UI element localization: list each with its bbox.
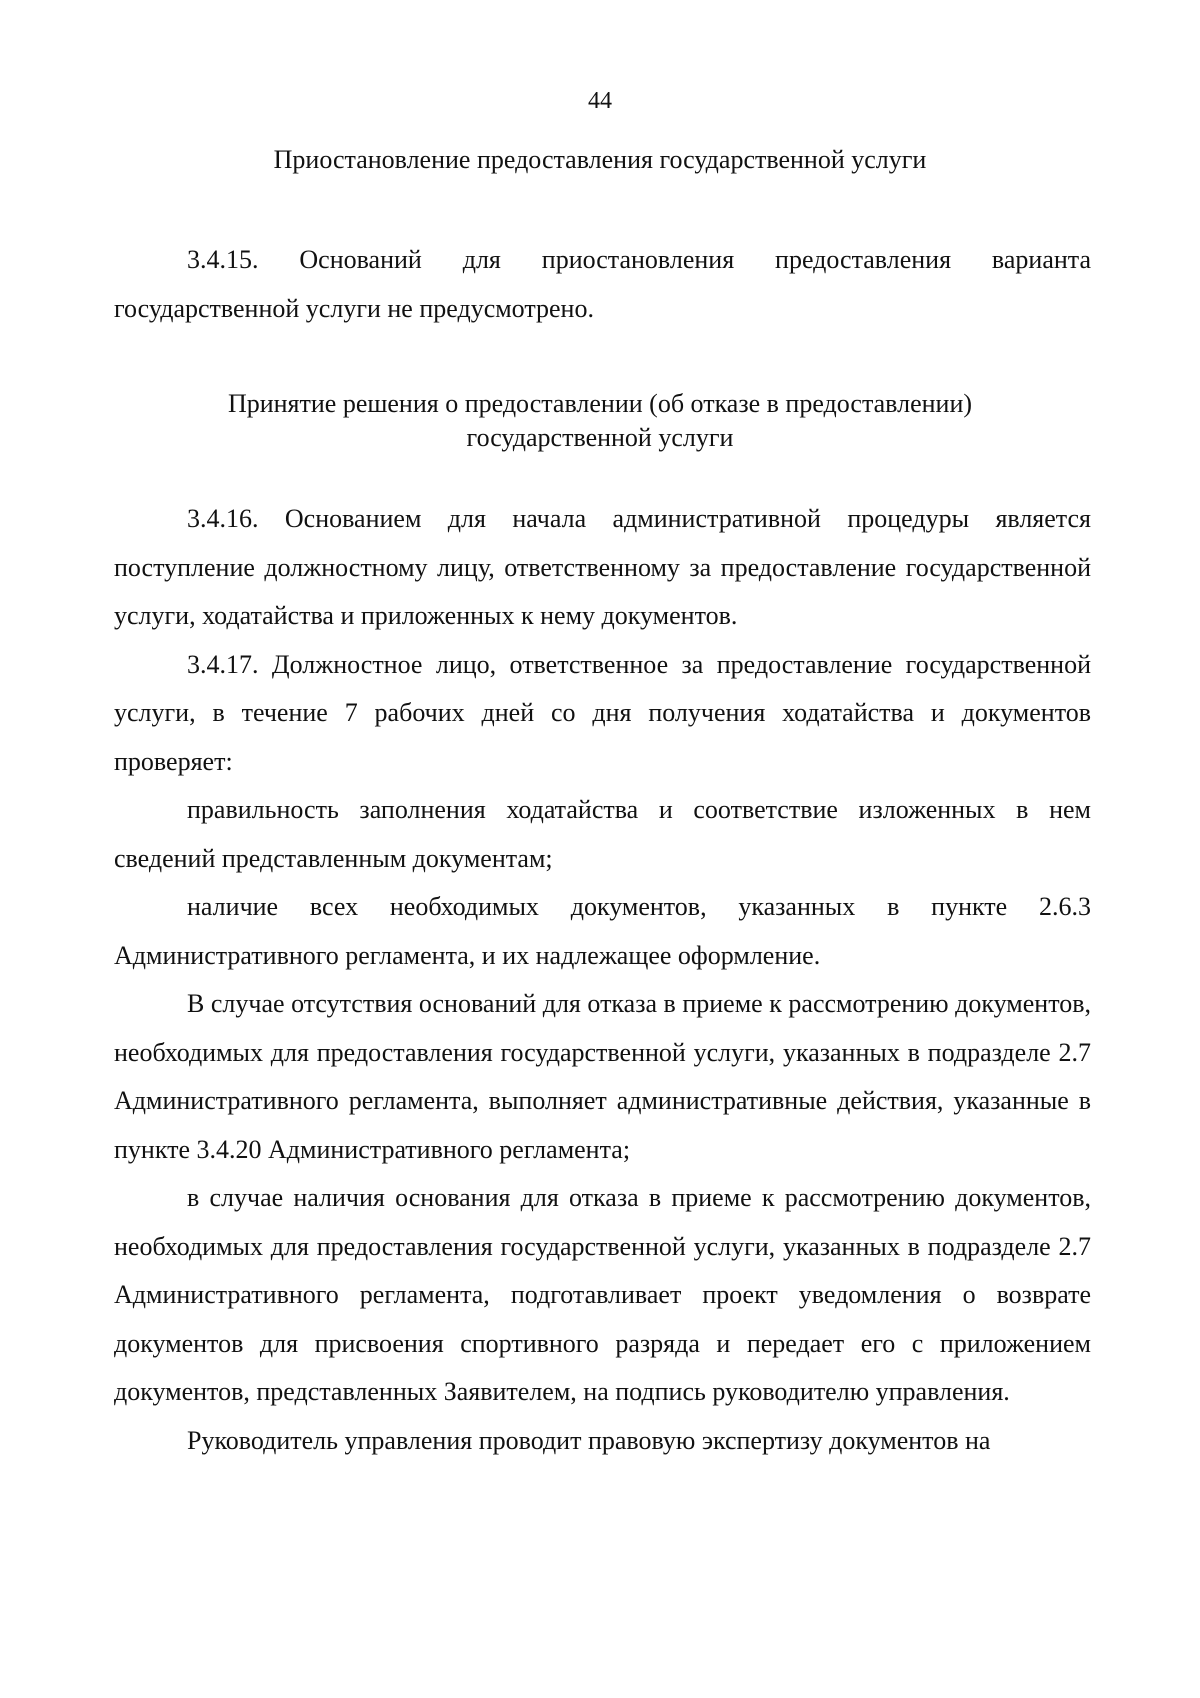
heading-line: Принятие решения о предоставлении (об отказе в предоставлении) bbox=[227, 389, 973, 418]
section-body-suspension bbox=[114, 236, 1091, 333]
paragraph-3-4-15: 3.4.15. Оснований для приостановления предоставления варианта государственной услуги не предусмотрено. bbox=[114, 245, 1091, 323]
section-body-decision bbox=[114, 495, 1091, 1465]
paragraph-check-correctness: правильность заполнения ходатайства и соответствие изложенных в нем сведений представленным документам; bbox=[114, 795, 1091, 873]
paragraph-legal-review: Руководитель управления проводит правовую экспертизу документов на bbox=[187, 1425, 991, 1455]
paragraph-3-4-16: 3.4.16. Основанием для начала административной процедуры является поступление должностному лицу, ответственному за предоставление государственной услуги, ходатайства и приложенных к нему документов. bbox=[114, 504, 1091, 630]
heading-line: государственной услуги bbox=[466, 423, 734, 452]
page-number: 44 bbox=[588, 88, 612, 114]
paragraph-no-grounds-refusal: В случае отсутствия оснований для отказа в приеме к рассмотрению документов, необходимых для предоставления государственной услуги, указанных в подразделе 2.7 Административного регламента, выполняет административные действия, указанные в пункте 3.4.20 Административного регламента; bbox=[114, 989, 1091, 1164]
section-heading-decision bbox=[114, 387, 1086, 455]
paragraph-check-documents: наличие всех необходимых документов, указанных в пункте 2.6.3 Административного регламента, и их надлежащее оформление. bbox=[114, 892, 1091, 970]
section-heading-suspension: Приостановление предоставления государственной услуги bbox=[273, 145, 927, 174]
paragraph-grounds-refusal: в случае наличия основания для отказа в приеме к рассмотрению документов, необходимых для предоставления государственной услуги, указанных в подразделе 2.7 Административного регламента, подготавливает проект уведомления о возврате документов для присвоения спортивного разряда и передает его с приложением документов, представленных Заявителем, на подпись руководителю управления. bbox=[114, 1183, 1091, 1406]
paragraph-3-4-17: 3.4.17. Должностное лицо, ответственное за предоставление государственной услуги, в течение 7 рабочих дней со дня получения ходатайства и документов проверяет: bbox=[114, 649, 1091, 776]
